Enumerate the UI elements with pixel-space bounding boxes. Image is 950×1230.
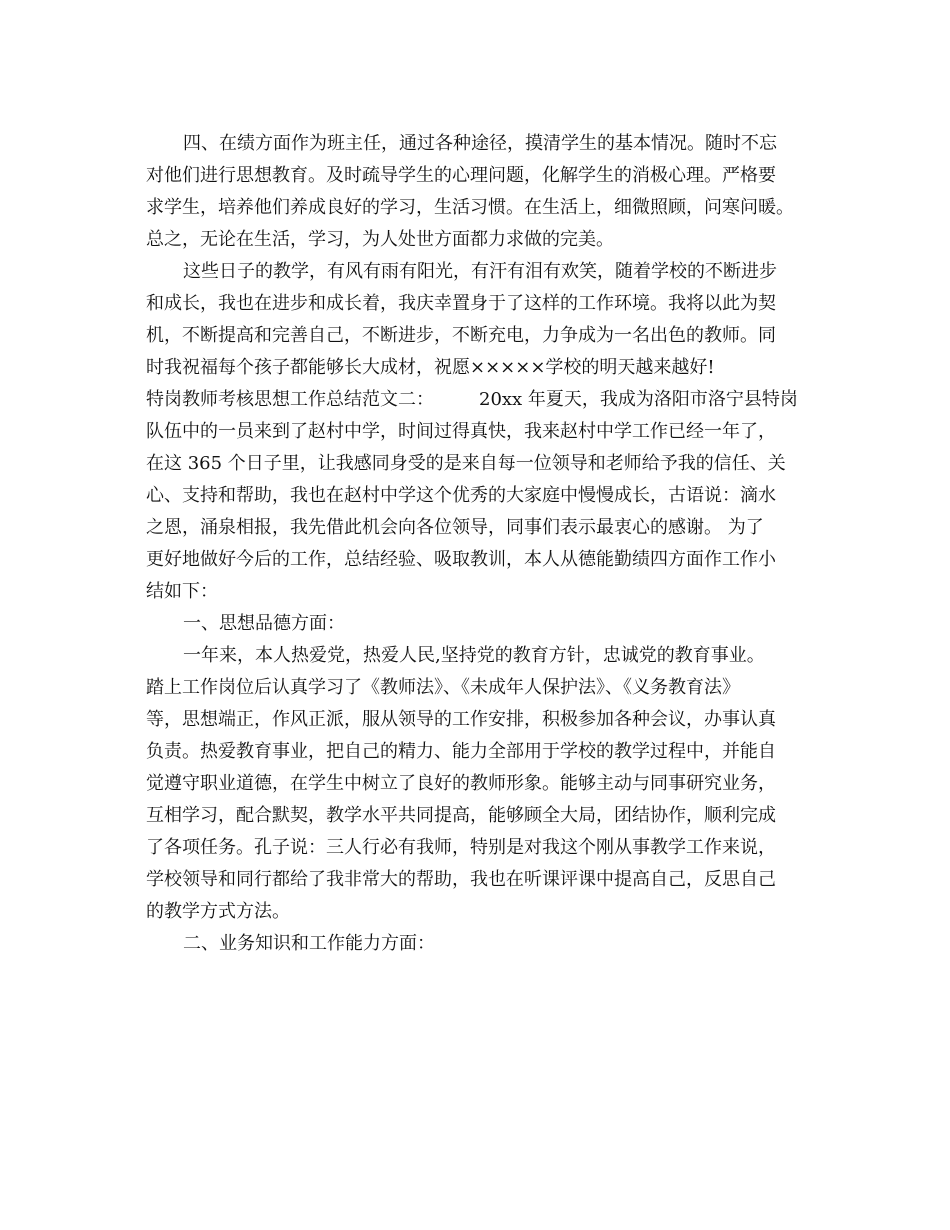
paragraph-line: 负责。热爱教育事业，把自己的精力、能力全部用于学校的教学过程中，并能自 xyxy=(146,741,776,762)
paragraph-line: 时我祝福每个孩子都能够长大成材，祝愿×××××学校的明天越来越好! xyxy=(146,357,715,378)
paragraph-line: 踏上工作岗位后认真学习了《教师法》、《未成年人保护法》、《义务教育法》 xyxy=(146,677,740,698)
paragraph-line: 特岗教师考核思想工作总结范文二： 20xx 年夏天，我成为洛阳市洛宁县特岗 xyxy=(146,389,798,410)
section-heading: 一、思想品德方面： xyxy=(183,613,345,634)
paragraph-line: 等，思想端正，作风正派，服从领导的工作安排，积极参加各种会议，办事认真 xyxy=(146,709,776,730)
paragraph-line: 机，不断提高和完善自己，不断进步，不断充电，力争成为一名出色的教师。同 xyxy=(146,325,776,346)
paragraph-line: 心、支持和帮助，我也在赵村中学这个优秀的大家庭中慢慢成长，古语说：滴水 xyxy=(146,485,776,506)
paragraph-line: 了各项任务。孔子说：三人行必有我师，特别是对我这个刚从事教学工作来说， xyxy=(146,837,776,858)
paragraph-line: 学校领导和同行都给了我非常大的帮助，我也在听课评课中提高自己，反思自己 xyxy=(146,869,776,890)
paragraph-line: 互相学习，配合默契，教学水平共同提高，能够顾全大局，团结协作，顺利完成 xyxy=(146,805,776,826)
paragraph-line: 队伍中的一员来到了赵村中学，时间过得真快，我来赵村中学工作已经一年了， xyxy=(146,421,776,442)
paragraph-line: 这些日子的教学，有风有雨有阳光，有汗有泪有欢笑，随着学校的不断进步 xyxy=(183,261,777,282)
paragraph-line: 觉遵守职业道德，在学生中树立了良好的教师形象。能够主动与同事研究业务， xyxy=(146,773,776,794)
paragraph-line: 和成长，我也在进步和成长着，我庆幸置身于了这样的工作环境。我将以此为契 xyxy=(146,293,776,314)
paragraph-line: 在这 365 个日子里，让我感同身受的是来自每一位领导和老师给予我的信任、关 xyxy=(146,453,786,474)
paragraph-line: 四、在绩方面作为班主任，通过各种途径，摸清学生的基本情况。随时不忘 xyxy=(183,133,777,154)
paragraph-line: 之恩，涌泉相报，我先借此机会向各位领导，同事们表示最衷心的感谢。 为了 xyxy=(146,517,764,538)
paragraph-line: 更好地做好今后的工作，总结经验、吸取教训，本人从德能勤绩四方面作工作小 xyxy=(146,549,776,570)
paragraph-line: 对他们进行思想教育。及时疏导学生的心理问题，化解学生的消极心理。严格要 xyxy=(146,165,776,186)
document-body xyxy=(146,128,816,960)
paragraph-line: 结如下： xyxy=(146,581,218,602)
paragraph-line: 的教学方式方法。 xyxy=(146,901,290,922)
paragraph-line: 求学生，培养他们养成良好的学习，生活习惯。在生活上，细微照顾，问寒问暖。 xyxy=(146,197,794,218)
paragraph-line: 总之，无论在生活，学习，为人处世方面都力求做的完美。 xyxy=(146,229,614,250)
section-heading: 二、业务知识和工作能力方面： xyxy=(183,933,435,954)
paragraph-line: 一年来，本人热爱党，热爱人民,坚持党的教育方针，忠诚党的教育事业。 xyxy=(183,645,765,666)
